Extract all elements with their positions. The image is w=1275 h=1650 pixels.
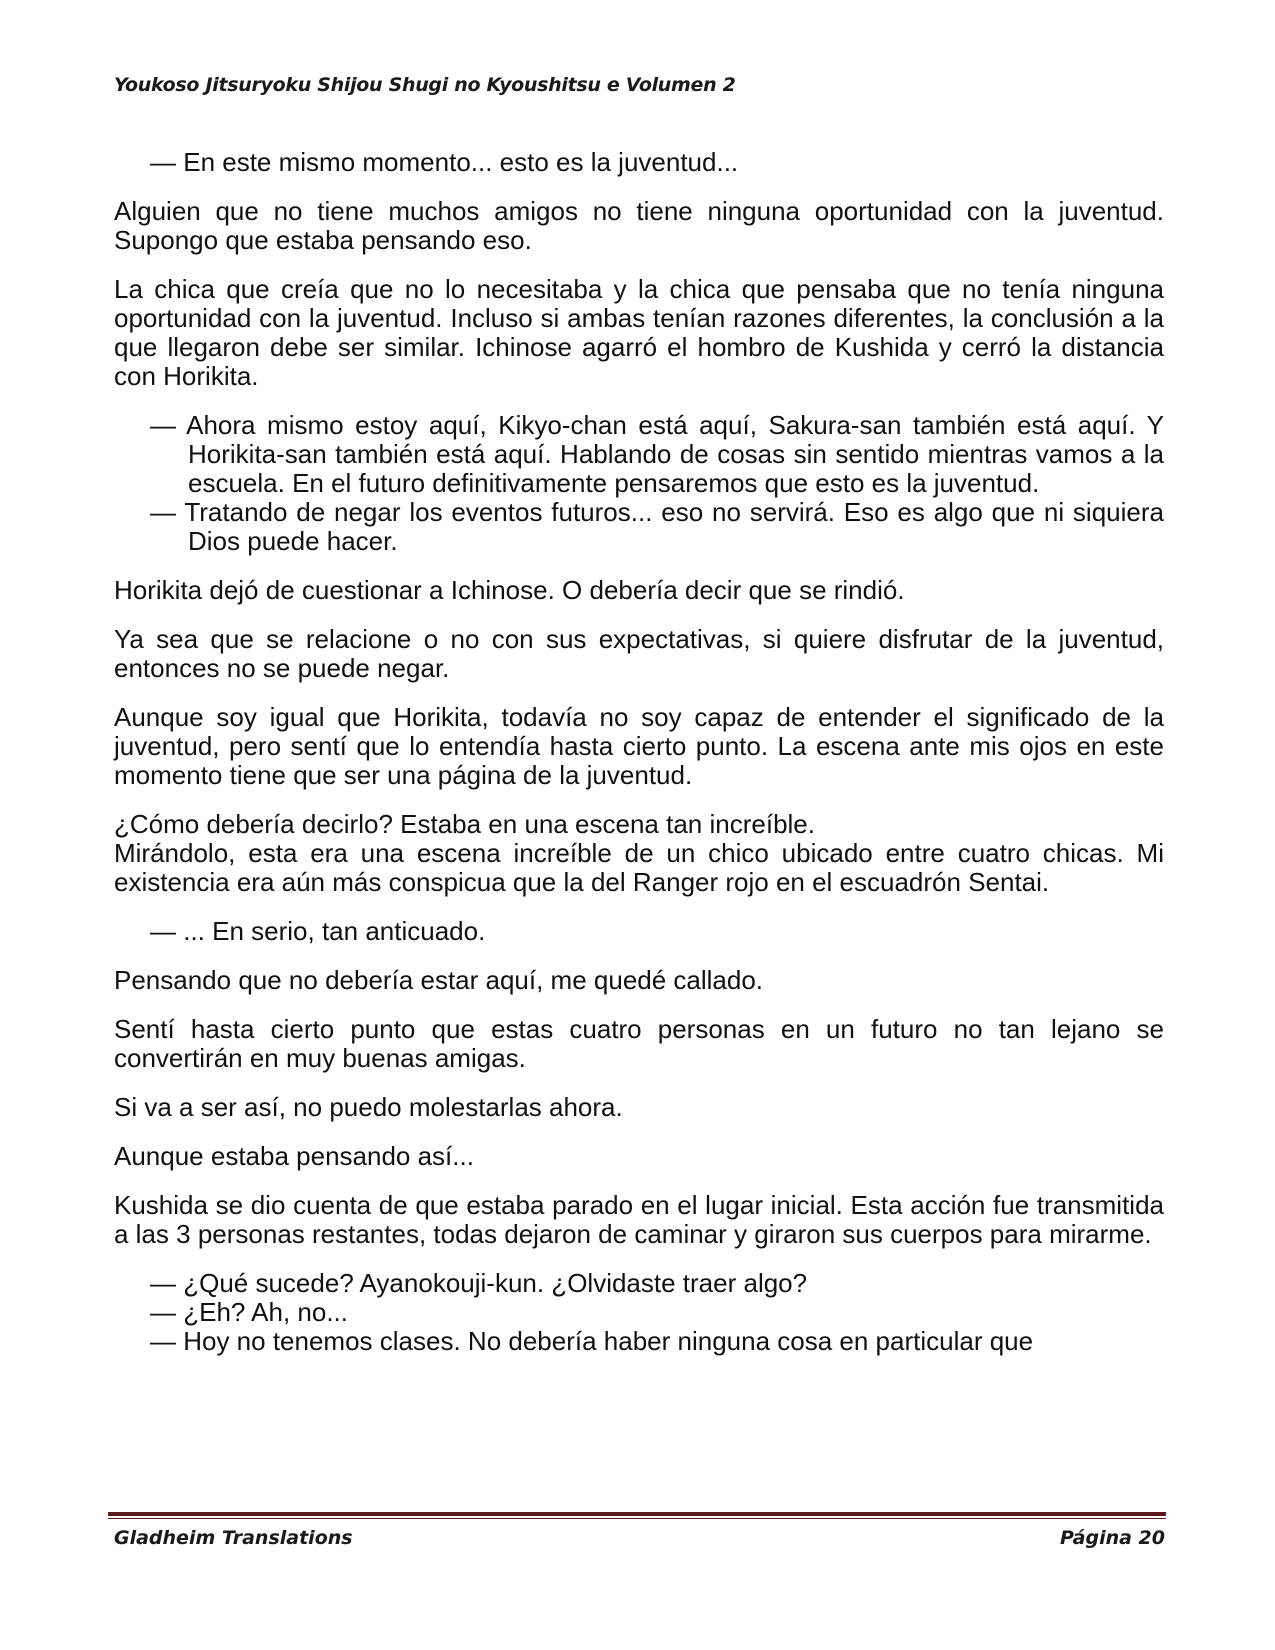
dialogue-line: — Hoy no tenemos clases. No debería haber ninguna cosa en particular que <box>150 1326 1034 1356</box>
footer-divider-thin <box>108 1518 1166 1519</box>
dialogue-block <box>114 148 1164 177</box>
paragraph <box>114 810 1164 897</box>
paragraph: Sentí hasta cierto punto que estas cuatro personas en un futuro no tan lejano se convertirán en muy buenas amigas. <box>114 1014 1164 1073</box>
dialogue-line: — ¿Eh? Ah, no... <box>150 1297 348 1327</box>
dialogue-line: — ¿Qué sucede? Ayanokouji-kun. ¿Olvidaste traer algo? <box>150 1268 808 1298</box>
paragraph: Aunque estaba pensando así... <box>114 1141 474 1171</box>
paragraph: Si va a ser así, no puedo molestarlas ahora. <box>114 1092 623 1122</box>
dialogue-block <box>114 411 1164 556</box>
paragraph-line: Mirándolo, esta era una escena increíble de un chico ubicado entre cuatro chicas. Mi existencia era aún más conspicua que la del Ranger rojo en el escuadrón Sentai. <box>114 838 1164 897</box>
page-number: Página 20 <box>1059 1527 1165 1549</box>
paragraph: Pensando que no debería estar aquí, me quedé callado. <box>114 965 764 995</box>
paragraph: Horikita dejó de cuestionar a Ichinose. O debería decir que se rindió. <box>114 575 905 605</box>
footer-divider <box>108 1512 1166 1516</box>
paragraph: Ya sea que se relacione o no con sus expectativas, si quiere disfrutar de la juventud, entonces no se puede negar. <box>114 624 1164 683</box>
paragraph: Aunque soy igual que Horikita, todavía no soy capaz de entender el significado de la juventud, pero sentí que lo entendía hasta cierto punto. La escena ante mis ojos en este momento tiene que ser una página de la juventud. <box>114 702 1164 790</box>
dialogue-line: — Ahora mismo estoy aquí, Kikyo-chan está aquí, Sakura-san también está aquí. Y Horikita-san también está aquí. Hablando de cosas sin sentido mientras vamos a la escuela. En el futuro definitivamente pensaremos que esto es la juventud. <box>150 410 1164 498</box>
paragraph: Alguien que no tiene muchos amigos no tiene ninguna oportunidad con la juventud. Supongo que estaba pensando eso. <box>114 196 1164 255</box>
paragraph: Kushida se dio cuenta de que estaba parado en el lugar inicial. Esta acción fue transmitida a las 3 personas restantes, todas dejaron de caminar y giraron sus cuerpos para mirarme. <box>114 1190 1164 1249</box>
dialogue-line: — ... En serio, tan anticuado. <box>150 916 486 946</box>
paragraph-line: ¿Cómo debería decirlo? Estaba en una escena tan increíble. <box>114 809 815 839</box>
page-body <box>114 148 1164 1376</box>
dialogue-line: — En este mismo momento... esto es la juventud... <box>150 147 739 177</box>
dialogue-block <box>114 1269 1164 1356</box>
dialogue-block <box>114 917 1164 946</box>
running-header: Youkoso Jitsuryoku Shijou Shugi no Kyoushitsu e Volumen 2 <box>114 74 736 96</box>
footer-publisher: Gladheim Translations <box>114 1527 353 1549</box>
dialogue-line: — Tratando de negar los eventos futuros... eso no servirá. Eso es algo que ni siquiera Dios puede hacer. <box>150 497 1164 556</box>
paragraph: La chica que creía que no lo necesitaba y la chica que pensaba que no tenía ninguna oportunidad con la juventud. Incluso si ambas tenían razones diferentes, la conclusión a la que llegaron debe ser similar. Ichinose agarró el hombro de Kushida y cerró la distancia con Horikita. <box>114 274 1164 391</box>
